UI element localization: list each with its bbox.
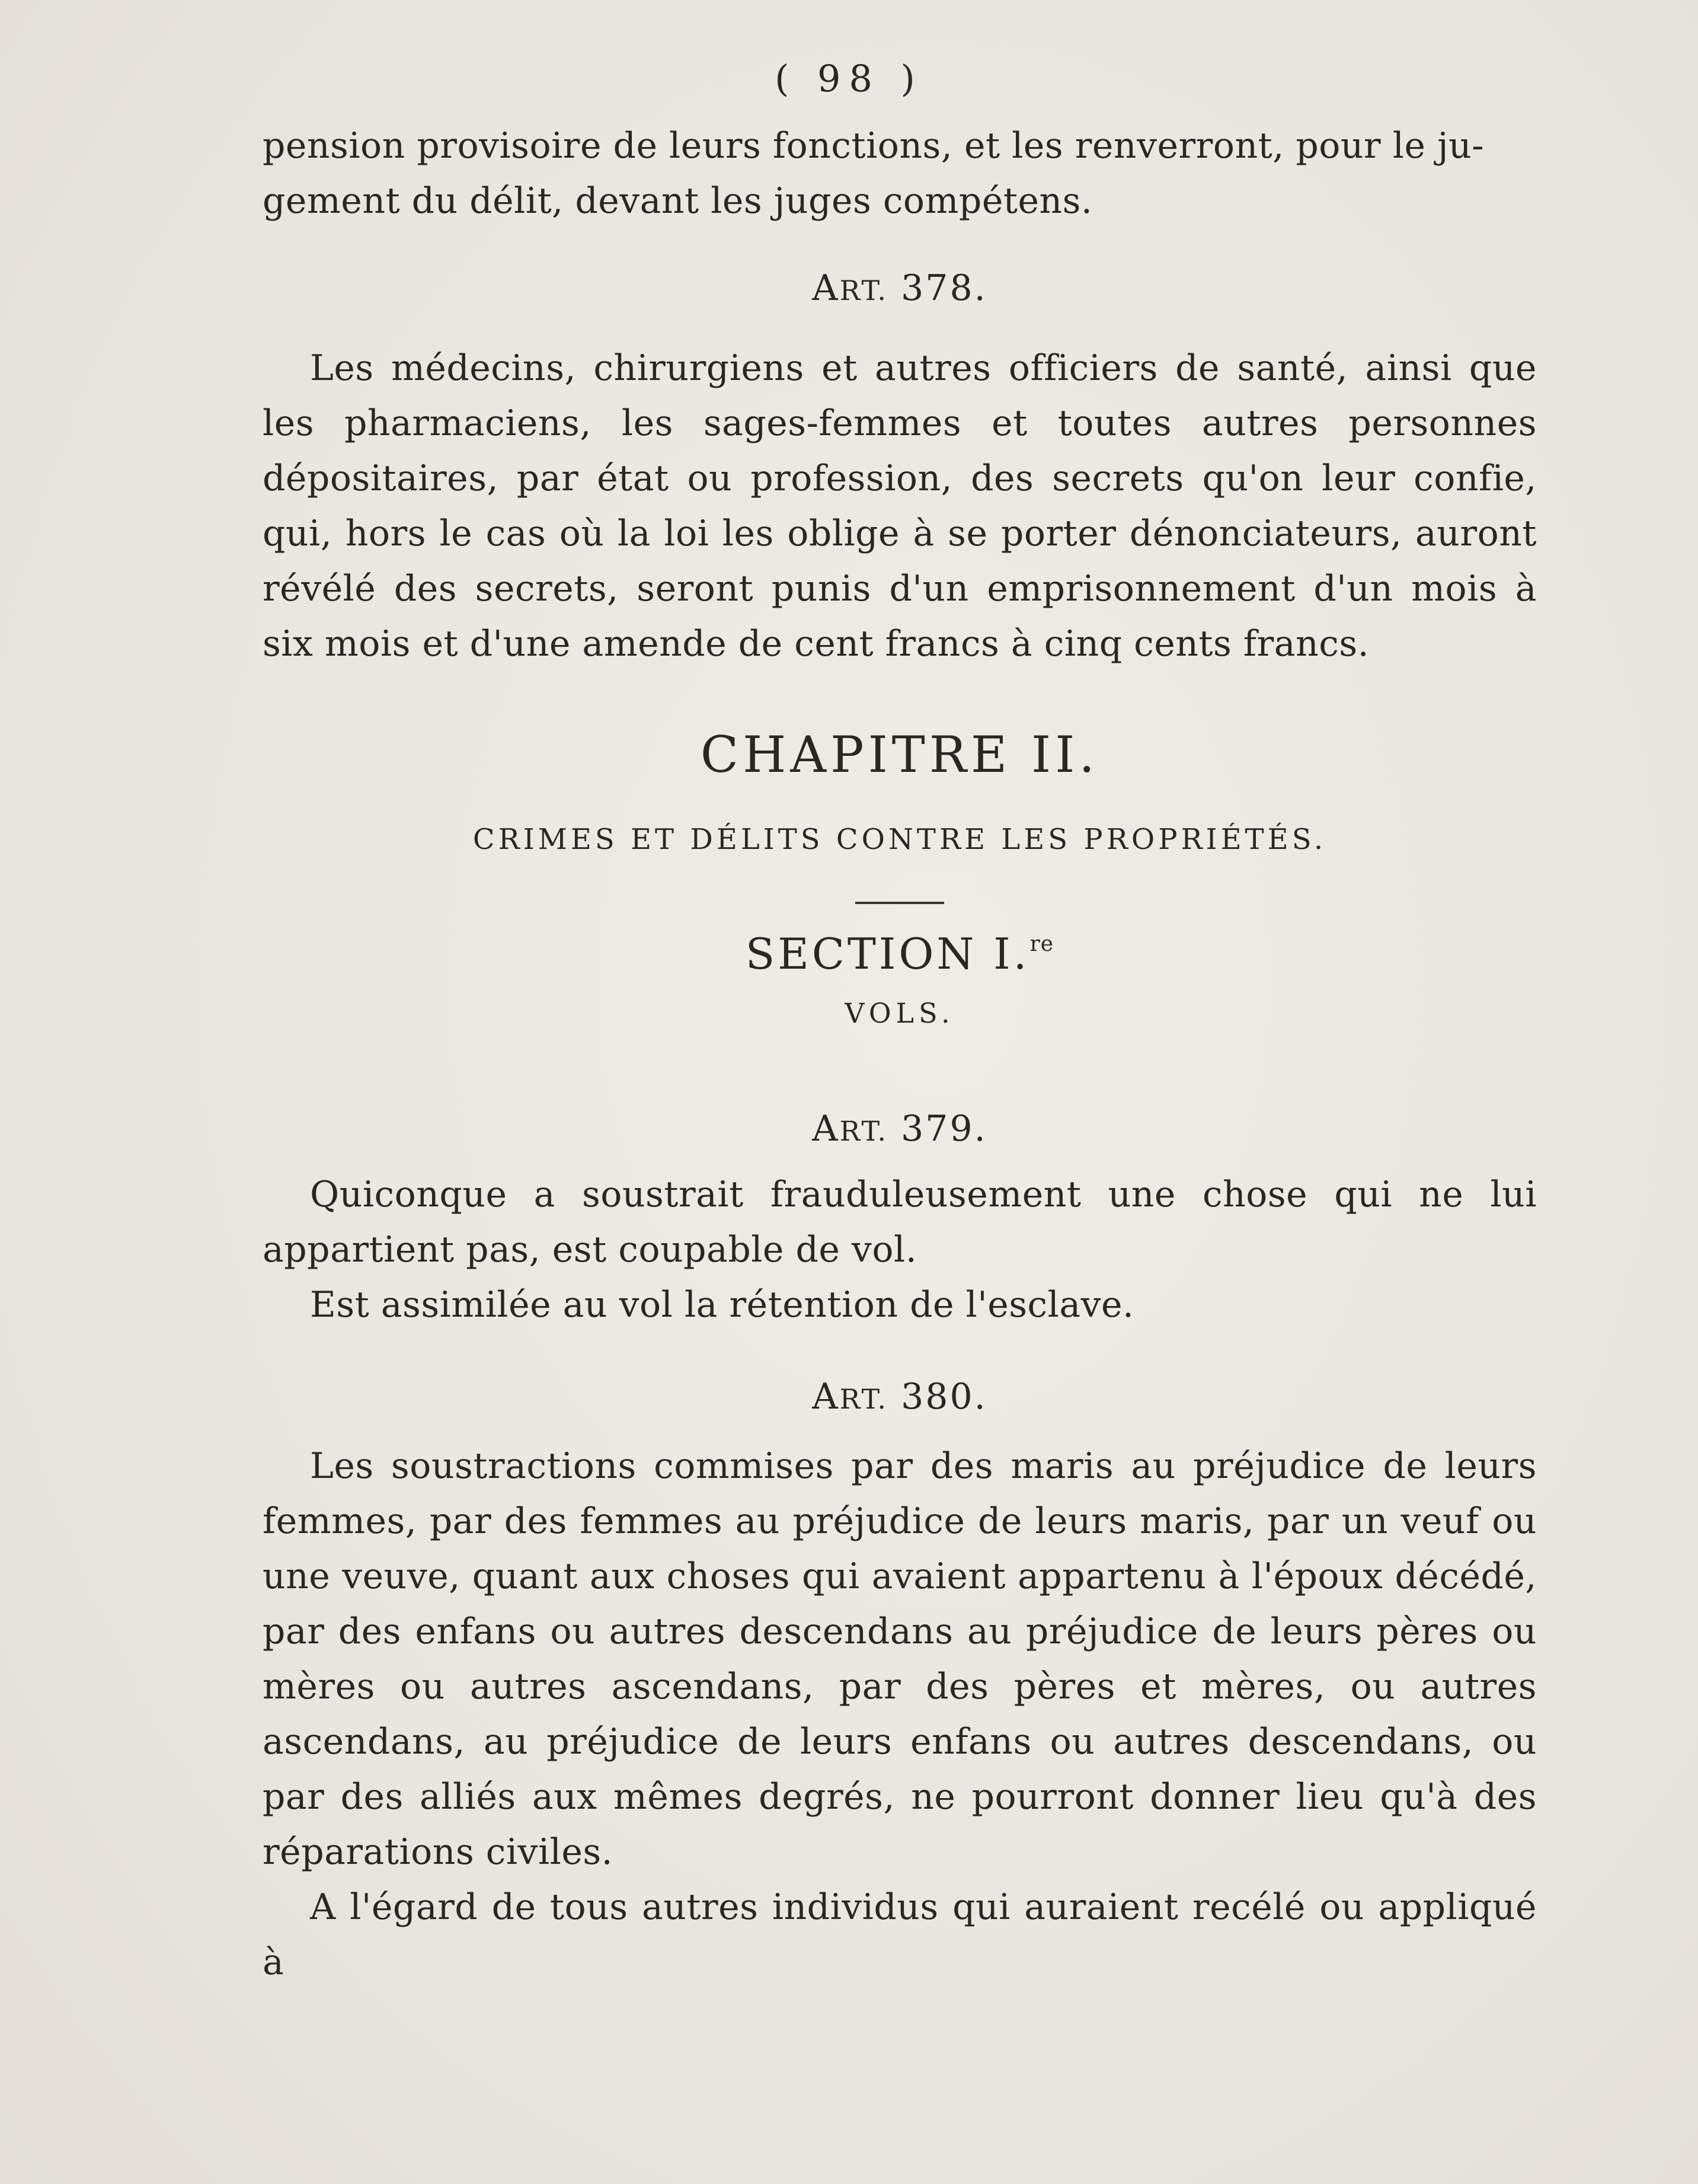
chapter-title: CHAPITRE II. [700,726,1099,784]
article-378 [263,261,1537,672]
article-379 [263,1101,1537,1333]
article-380-text-2: A l'égard de tous autres individus qui auraient recélé ou appliqué à [263,1886,1537,1983]
continuation-text [263,119,1537,229]
continuation-line-1: pension provisoire de leurs fonctions, et les renverront, pour le ju- [263,125,1485,167]
article-380-text-1: Les soustractions commises par des maris au préjudice de leurs femmes, par des femmes au préjudice de leurs maris, par un veuf ou une veuve, quant aux choses qui avaient appartenu à l'époux décédé, par des enfans ou autres descendans au préjudice de leurs pères ou mères ou autres ascendans, par des pères et mères, ou autres ascendans, au préjudice de leurs enfans ou autres descendans, ou par des alliés aux mêmes degrés, ne pourront donner lieu qu'à des réparations civiles. [263,1445,1537,1873]
article-378-heading: ART. 378. [812,267,987,309]
divider-rule [855,902,944,904]
section-title: SECTION I.$^{re}$ [745,929,1054,979]
section-subtitle: VOLS. [845,997,955,1029]
article-380-heading: ART. 380. [812,1376,987,1417]
article-379-heading: ART. 379. [812,1108,987,1150]
chapter-heading [263,722,1537,1041]
page-number: ( 98 ) [775,57,923,100]
article-379-text-1: Quiconque a soustrait frauduleusement une chose qui ne lui appartient pas, est coupable de vol. [263,1174,1537,1270]
article-379-text-2: Est assimilée au vol la rétention de l'esclave. [310,1284,1134,1326]
chapter-subtitle: CRIMES ET DÉLITS CONTRE LES PROPRIÉTÉS. [472,823,1327,856]
continuation-line-2: gement du délit, devant les juges compétens. [263,180,1093,222]
article-378-text: Les médecins, chirurgiens et autres officiers de santé, ainsi que les pharmaciens, les sages-femmes et toutes autres personnes dépositaires, par état ou profession, des secrets qu'on leur confie, qui, hors le cas où la loi les oblige à se porter dénonciateurs, auront révélé des secrets, seront punis d'un emprisonnement d'un mois à six mois et d'une amende de cent francs à cinq cents francs. [263,347,1537,665]
article-380 [263,1369,1537,1990]
